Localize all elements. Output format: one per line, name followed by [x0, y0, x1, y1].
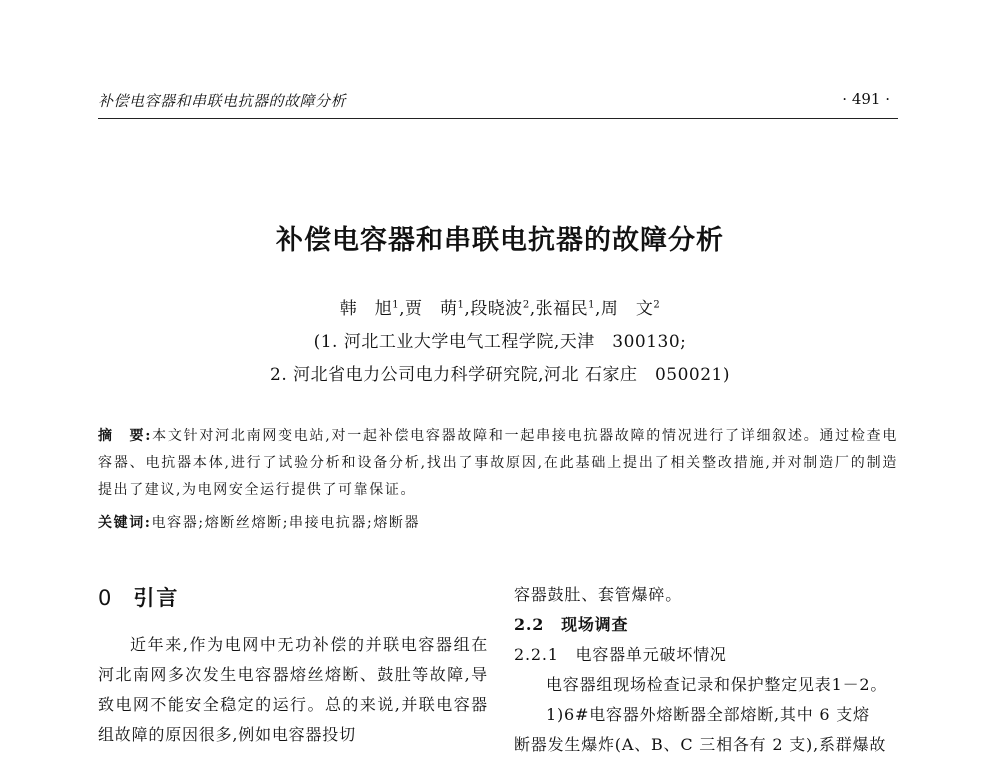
body-text-line: 电容器组现场检查记录和保护整定见表1－2。	[546, 675, 888, 694]
affiliation-line-1: (1. 河北工业大学电气工程学院,天津 300130;	[313, 332, 687, 352]
section-heading-2-2	[514, 610, 900, 640]
author-affiliation-marker: 2	[522, 299, 530, 311]
abstract	[98, 423, 898, 504]
author-name: 韩 旭	[339, 299, 393, 319]
keywords-label: 关键词:	[98, 515, 152, 531]
continued-text-line: 容器鼓肚、套管爆碎。	[514, 585, 683, 604]
author-affiliation-marker: 2	[653, 299, 661, 311]
section-number: 2.2	[514, 615, 545, 634]
author-affiliation-marker: 1	[457, 299, 465, 311]
author-affiliation-marker: 1	[392, 299, 400, 311]
introduction-paragraph: 近年来,作为电网中无功补偿的并联电容器组在河北南网多次发生电容器熔丝熔断、鼓肚等故障,导致电网不能安全稳定的运行。总的来说,并联电容器组故障的原因很多,例如电容器投切	[98, 635, 488, 744]
abstract-label: 摘 要:	[98, 428, 152, 444]
body-text-line: 断器发生爆炸(A、B、C 三相各有 2 支),系群爆故	[514, 735, 887, 754]
author-list: 韩 旭$^1$,贾 萌$^1$,段晓波$^2$,张福民$^1$,周 文$^2$	[339, 299, 661, 319]
section-title: 现场调查	[561, 615, 629, 634]
affiliation-line-2: 2. 河北省电力公司电力科学研究院,河北 石家庄 050021)	[270, 365, 730, 385]
paper-title: 补偿电容器和串联电抗器的故障分析	[276, 225, 724, 256]
section-heading-introduction	[98, 582, 488, 612]
running-title: 补偿电容器和串联电抗器的故障分析	[98, 92, 347, 110]
page-number: · 491 ·	[842, 90, 890, 108]
section-number: 2.2.1	[514, 645, 559, 664]
author-name: 张福民	[535, 299, 589, 319]
keywords-text: 电容器;熔断丝熔断;串接电抗器;熔断器	[151, 515, 421, 531]
running-header	[98, 90, 898, 119]
author-name: 段晓波	[470, 299, 523, 319]
section-title: 电容器单元破坏情况	[575, 645, 727, 664]
author-name: 周 文	[600, 299, 654, 319]
author-affiliation-marker: 1	[588, 299, 595, 311]
right-column	[514, 580, 900, 760]
keywords	[98, 512, 898, 532]
section-number: 0	[98, 586, 114, 610]
abstract-text: 本文针对河北南网变电站,对一起补偿电容器故障和一起串接电抗器故障的情况进行了详细叙述。通过检查电容器、电抗器本体,进行了试验分析和设备分析,找出了事故原因,在此基础上提出了相关整改措施,并对制造厂的制造提出了建议,为电网安全运行提供了可靠保证。	[98, 428, 898, 498]
section-title: 引言	[133, 586, 180, 610]
left-column	[98, 582, 488, 750]
author-name: 贾 萌	[405, 299, 458, 319]
body-text-line: 1)6#电容器外熔断器全部熔断,其中 6 支熔	[546, 705, 870, 724]
section-heading-2-2-1	[514, 640, 900, 670]
